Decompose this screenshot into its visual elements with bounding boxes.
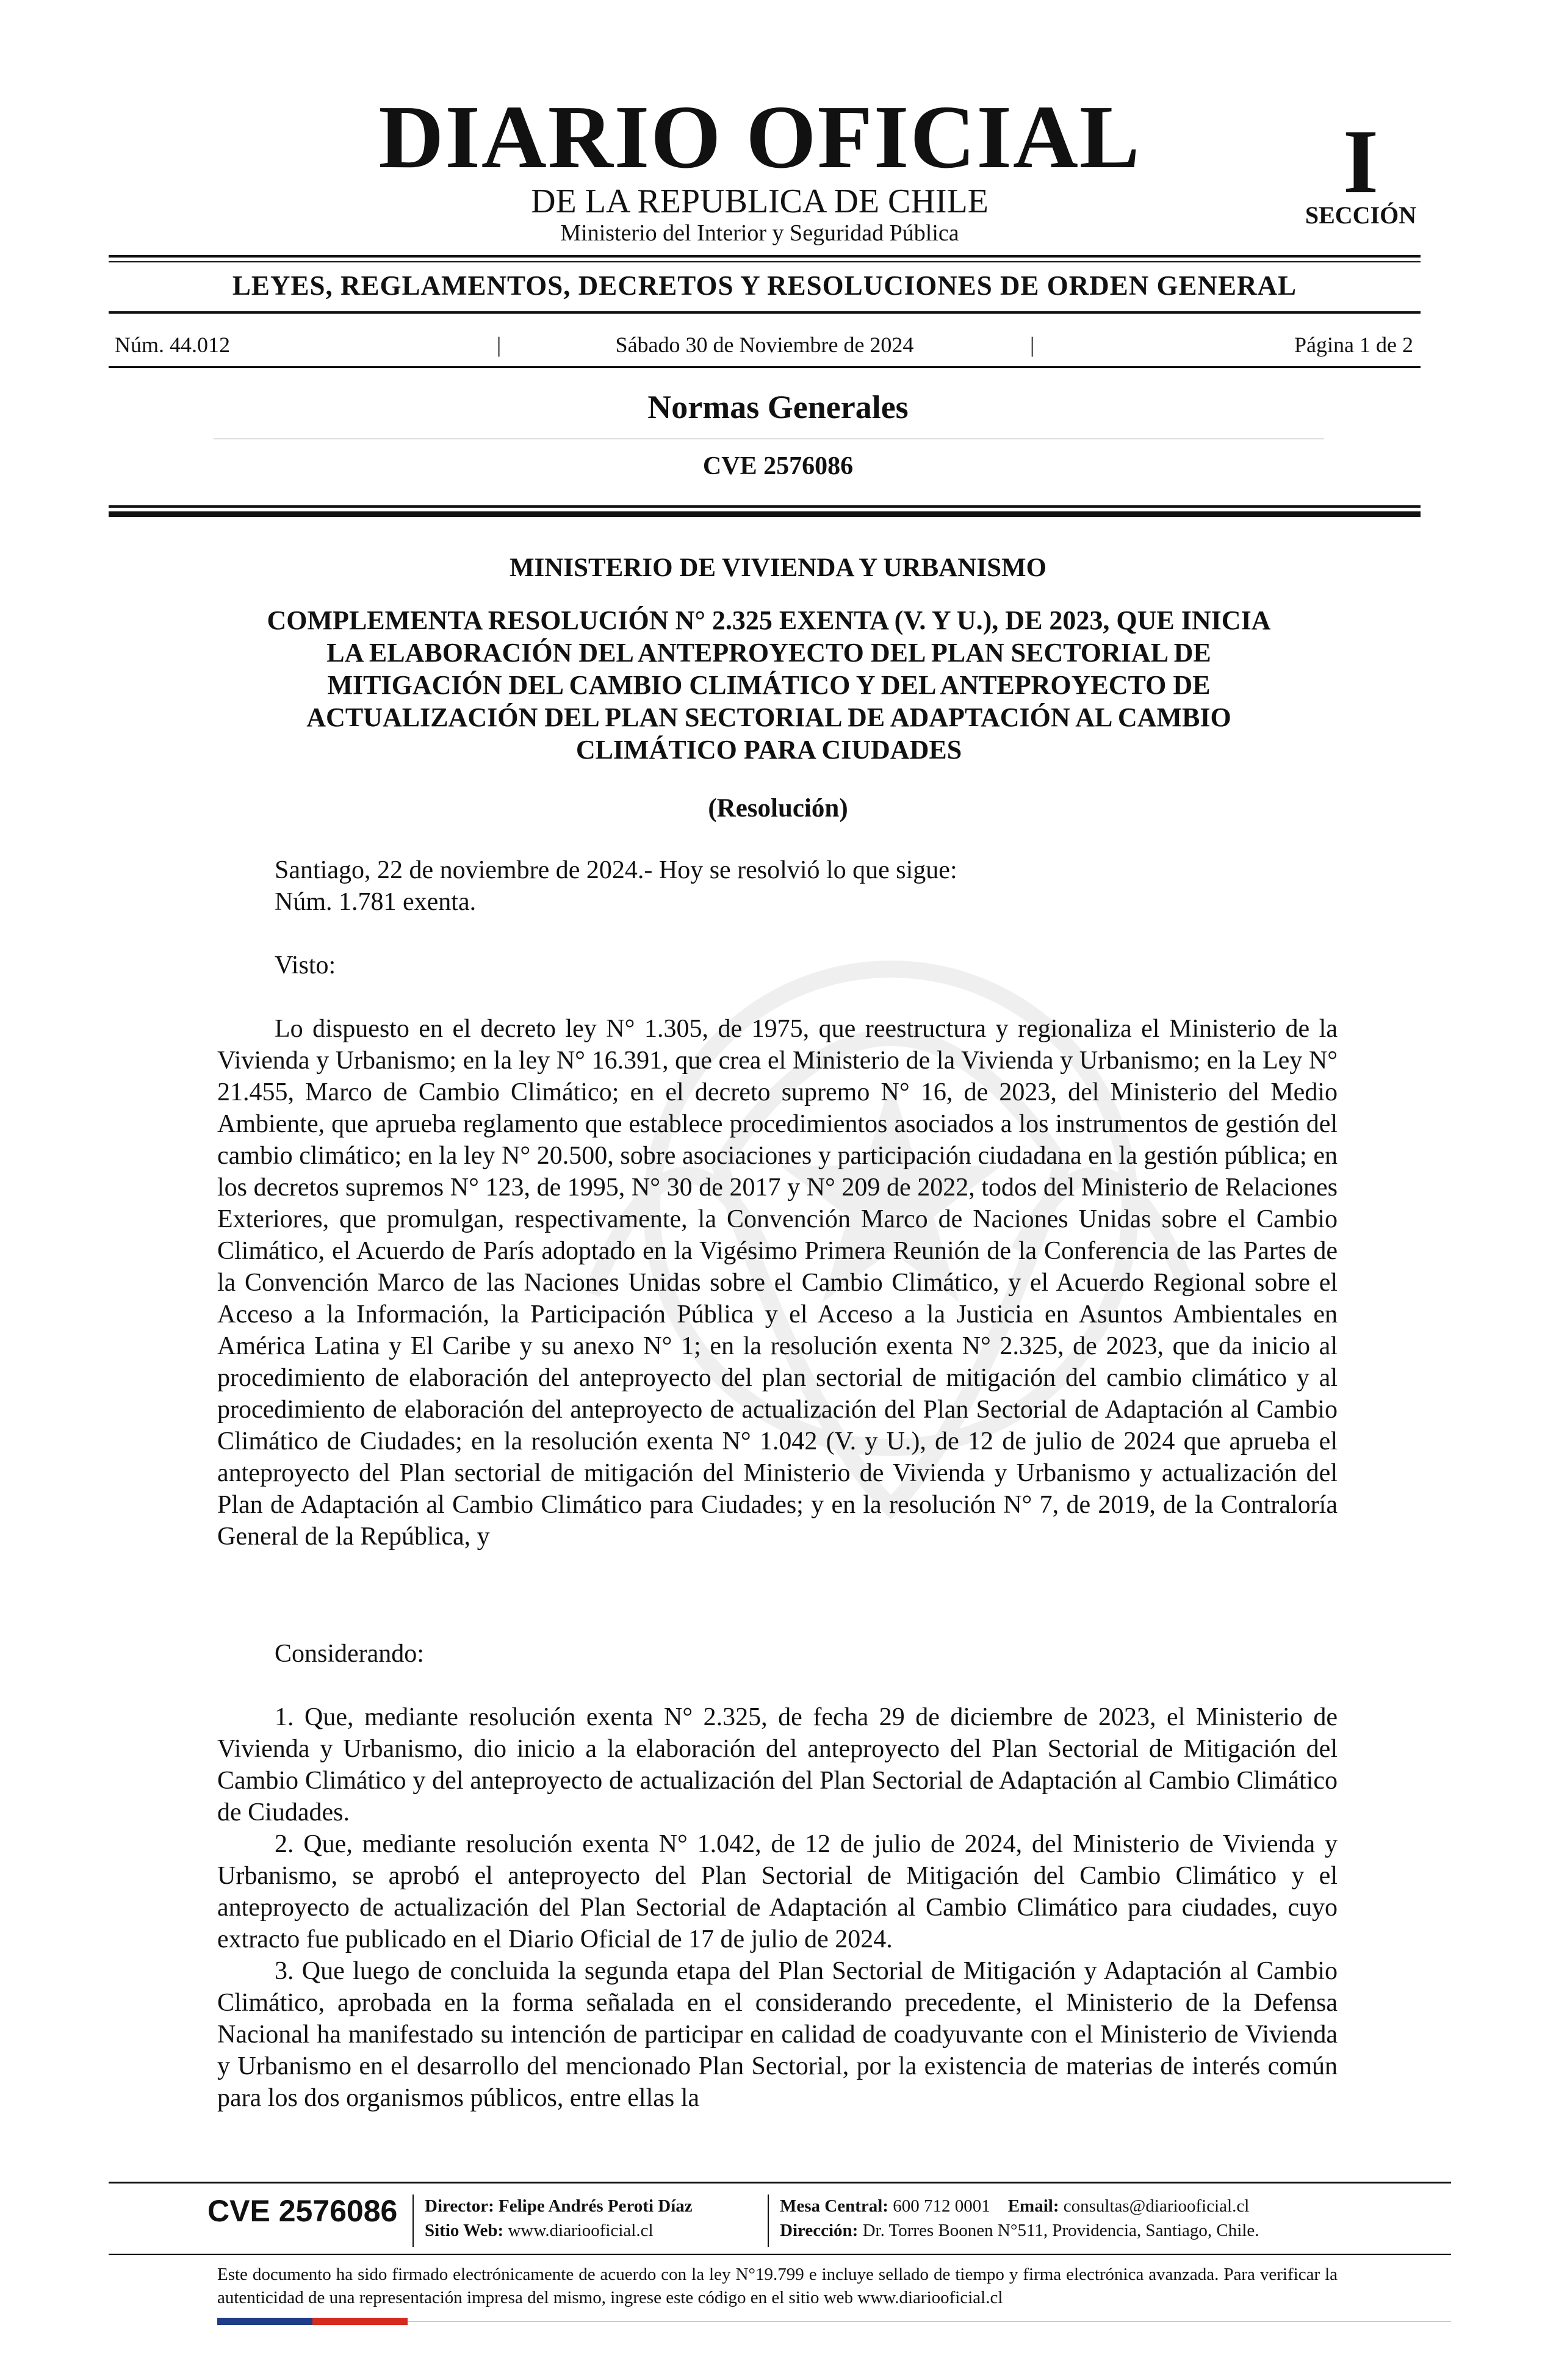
newspaper-ministry: Ministerio del Interior y Seguridad Pública	[560, 220, 959, 246]
resolution-title-line: ACTUALIZACIÓN DEL PLAN SECTORIAL DE ADAPTACIÓN AL CAMBIO	[306, 702, 1231, 732]
visto-paragraph: Lo dispuesto en el decreto ley N° 1.305, de 1975, que reestructura y regionaliza el Ministerio de la Vivienda y Urbanismo; en la ley N° 16.391, que crea el Ministerio de la Vivienda y Urbanismo; en la Ley N° 21.455, Marco de Cambio Climático; en el decreto supremo N° 16, de 2023, del Ministerio del Medio Ambiente, que aprueba reglamento que establece procedimientos asociados a los instrumentos de gestión del cambio climático; en la ley N° 20.500, sobre asociaciones y participación ciudadana en la gestión pública; en los decretos supremos N° 123, de 1995, N° 30 de 2017 y N° 209 de 2022, todos del Ministerio de Relaciones Exteriores, que promulgan, respectivamente, la Convención Marco de Naciones Unidas sobre el Cambio Climático, el Acuerdo de París adoptado en la Vigésimo Primera Reunión de la Conferencia de las Partes de la Convención Marco de las Naciones Unidas sobre el Cambio Climático, y el Acuerdo Regional sobre el Acceso a la Información, la Participación Pública y el Acceso a la Justicia en Asuntos Ambientales en América Latina y El Caribe y su anexo N° 1; en la resolución exenta N° 2.325, de 2023, que da inicio al procedimiento de elaboración del anteproyecto del plan sectorial de mitigación del cambio climático y al procedimiento de elaboración del anteproyecto de actualización del Plan Sectorial de Adaptación al Cambio Climático de Ciudades; en la resolución exenta N° 1.042 (V. y U.), de 12 de julio de 2024 que aprueba el anteproyecto del Plan sectorial de mitigación del Ministerio de Vivienda y Urbanismo y actualización del Plan de Adaptación al Cambio Climático para Ciudades; y en la resolución N° 7, de 2019, de la Contraloría General de la República, y	[217, 1015, 1338, 1551]
document-type: (Resolución)	[708, 794, 848, 823]
issue-date: Sábado 30 de Noviembre de 2024	[615, 333, 914, 357]
resolution-title-line: COMPLEMENTA RESOLUCIÓN N° 2.325 EXENTA (V. Y U.), DE 2023, QUE INICIA	[267, 605, 1271, 635]
issuing-ministry: MINISTERIO DE VIVIENDA Y URBANISMO	[509, 554, 1047, 582]
footer-legal-notice: Este documento ha sido firmado electrónicamente de acuerdo con la ley N°19.799 e incluye sellado de tiempo y firma electrónica avanzada. Para verificar la autenticidad de una representación impresa del mismo, ingrese este código en el sitio web www.diariooficial.cl	[217, 2265, 1338, 2307]
footer-rule-lower	[109, 2254, 1451, 2255]
considerando-label: Considerando:	[275, 1640, 424, 1668]
footer-phone-email: Mesa Central: 600 712 0001 Email: consultas@diariooficial.cl	[780, 2196, 1250, 2216]
footer-email-link[interactable]: consultas@diariooficial.cl	[1063, 2196, 1250, 2216]
considerando-paragraph: 3. Que luego de concluida la segunda etapa del Plan Sectorial de Mitigación y Adaptación al Cambio Climático, aprobada en la forma señalada en el considerando precedente, el Ministerio de la Defensa Nacional ha manifestado su intención de participar en calidad de coadyuvante con el Ministerio de Vivienda y Urbanismo en el desarrollo del mencionado Plan Sectorial, por la existencia de materias de interés común para los dos organismos públicos, entre ellas la	[217, 1957, 1338, 2112]
newspaper-subtitle: DE LA REPUBLICA DE CHILE	[531, 182, 989, 220]
section-label: SECCIÓN	[1305, 201, 1417, 229]
resolution-title	[201, 604, 1336, 766]
flag-stripe-line	[408, 2321, 1451, 2322]
considerando-paragraph: 1. Que, mediante resolución exenta N° 2.325, de fecha 29 de diciembre de 2023, el Ministerio de Vivienda y Urbanismo, dio inicio a la elaboración del anteproyecto del Plan Sectorial de Mitigación del Cambio Climático y del anteproyecto de actualización del Plan Sectorial de Adaptación al Cambio Climático de Ciudades.	[217, 1703, 1338, 1826]
cve-rule	[109, 505, 1421, 508]
footer-contact-info	[780, 2194, 1259, 2243]
issue-separator: |	[1030, 333, 1035, 357]
cve-code: CVE 2576086	[702, 452, 854, 480]
issue-line	[109, 332, 1421, 359]
section-header: LEYES, REGLAMENTOS, DECRETOS Y RESOLUCIONES DE ORDEN GENERAL	[232, 270, 1297, 301]
norms-title: Normas Generales	[647, 389, 909, 425]
section-number: I	[1342, 111, 1379, 212]
footer-divider	[412, 2194, 414, 2247]
header-rule-thin	[109, 261, 1421, 262]
resolution-title-line: LA ELABORACIÓN DEL ANTEPROYECTO DEL PLAN SECTORIAL DE	[326, 638, 1211, 668]
visto-label: Visto:	[275, 951, 336, 979]
issue-page: Página 1 de 2	[1294, 333, 1413, 357]
footer-director: Director: Felipe Andrés Peroti Díaz	[425, 2196, 693, 2216]
resolution-title-line: CLIMÁTICO PARA CIUDADES	[575, 735, 962, 765]
footer-website-link[interactable]: www.diariooficial.cl	[508, 2221, 654, 2240]
footer-address: Dirección: Dr. Torres Boonen N°511, Providencia, Santiago, Chile.	[780, 2221, 1259, 2240]
flag-stripe-blue	[217, 2318, 312, 2325]
footer-website: Sitio Web: www.diariooficial.cl	[425, 2221, 654, 2240]
resolution-title-line: MITIGACIÓN DEL CAMBIO CLIMÁTICO Y DEL ANTEPROYECTO DE	[327, 670, 1211, 700]
footer-cve-code: CVE 2576086	[207, 2194, 398, 2228]
section-marker	[1288, 111, 1434, 229]
footer-divider	[768, 2194, 769, 2247]
flag-stripe-red	[312, 2318, 408, 2325]
footer-rule	[109, 2182, 1451, 2183]
section-rule	[109, 311, 1421, 314]
considerando-paragraph: 2. Que, mediante resolución exenta N° 1.042, de 12 de julio de 2024, del Ministerio de Vivienda y Urbanismo, se aprobó el anteproyecto del Plan Sectorial de Mitigación del Cambio Climático y el anteproyecto de actualización del Plan Sectorial de Adaptación al Cambio Climático para ciudades, cuyo extracto fue publicado en el Diario Oficial de 17 de julio de 2024.	[217, 1830, 1338, 1953]
newspaper-title: DIARIO OFICIAL	[378, 87, 1141, 187]
norms-rule	[214, 438, 1324, 439]
date-line: Santiago, 22 de noviembre de 2024.- Hoy se resolvió lo que sigue:	[275, 856, 957, 884]
issue-separator: |	[497, 333, 502, 357]
footer-director-info	[425, 2194, 693, 2243]
cve-rule-thick	[109, 511, 1421, 517]
issue-rule	[109, 366, 1421, 368]
header-rule	[109, 255, 1421, 258]
issue-number: Núm. 44.012	[115, 333, 230, 357]
resolution-number: Núm. 1.781 exenta.	[275, 888, 477, 916]
